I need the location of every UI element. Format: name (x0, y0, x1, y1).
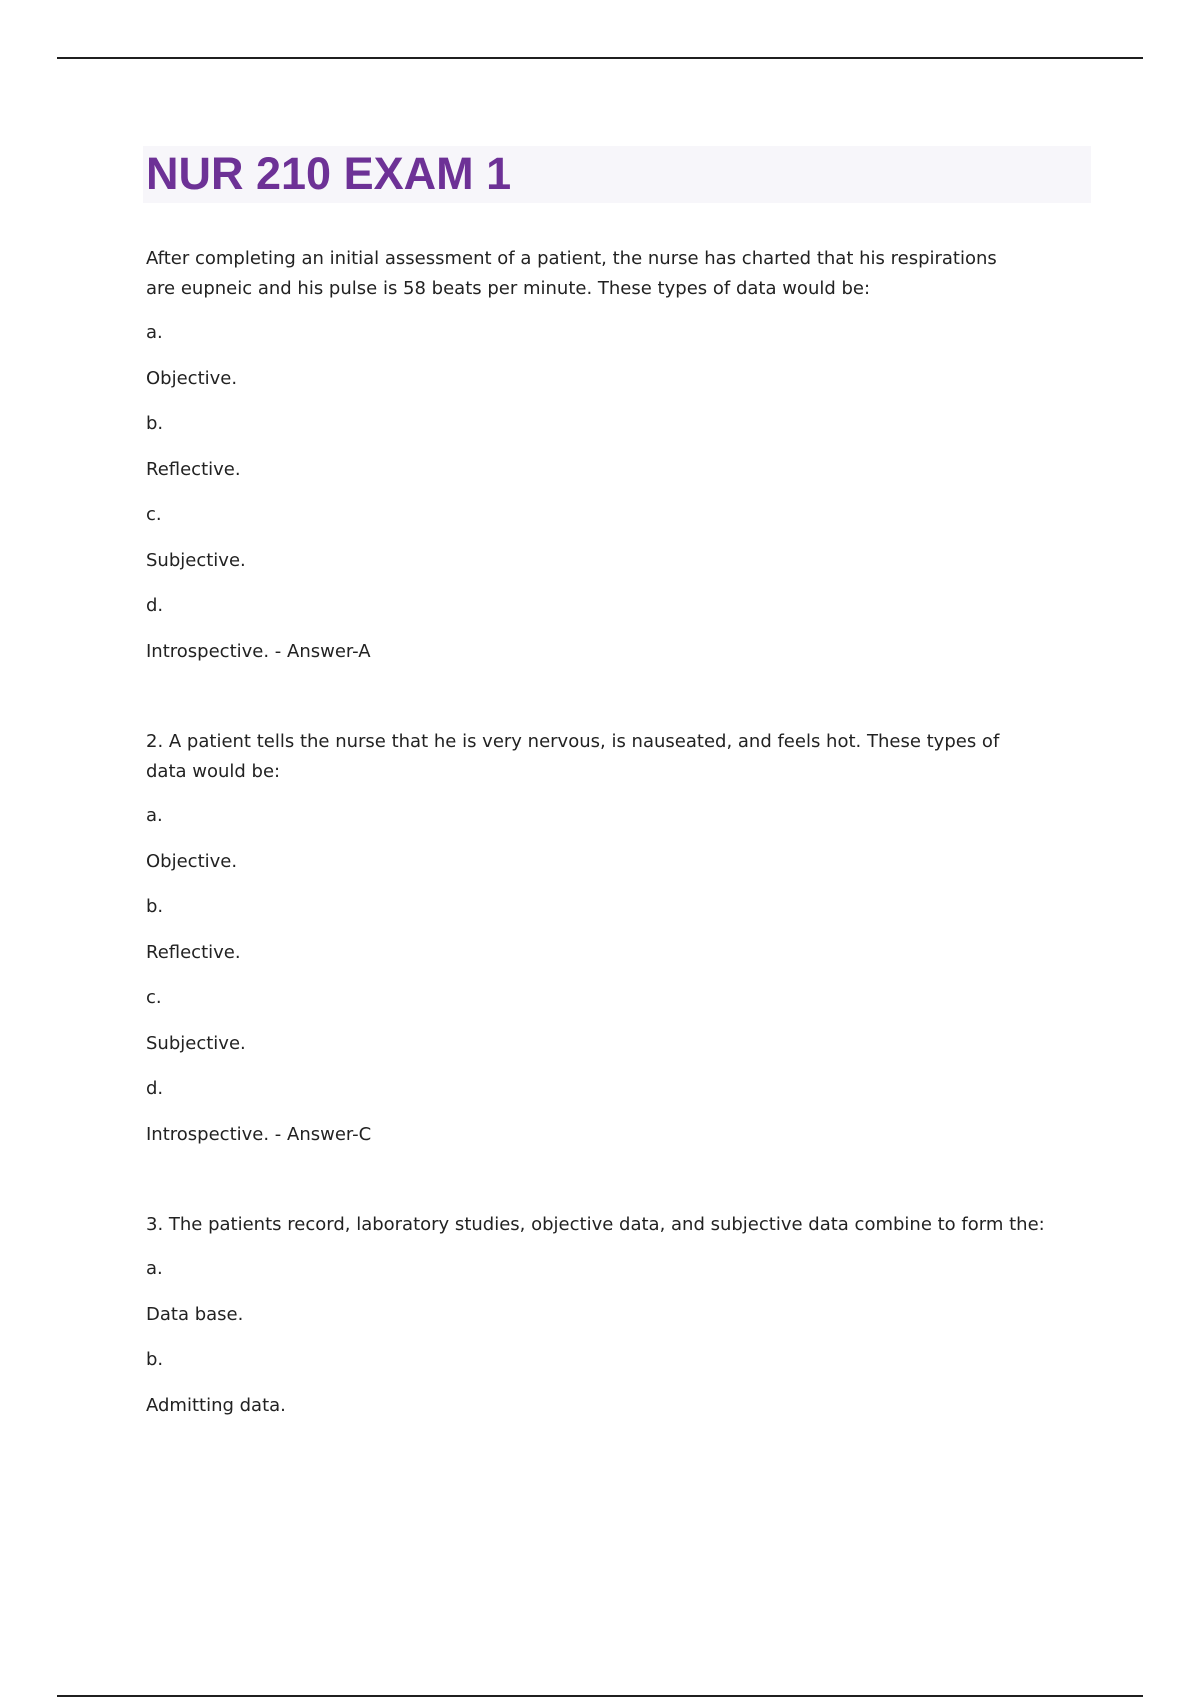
option-text: Reflective. (146, 458, 241, 480)
option-text: Subjective. (146, 1032, 246, 1054)
option-letter: b. (146, 1349, 164, 1370)
option-letter: c. (146, 504, 162, 525)
question-stem: After completing an initial assessment of a patient, the nurse has charted that his respirations are eupneic and his pulse is 58 beats per minute. These types of data would be: (146, 248, 997, 299)
option-letter: d. (146, 1078, 164, 1099)
option-text: Objective. (146, 850, 238, 872)
option-letter: a. (146, 322, 163, 343)
question-spacer (146, 682, 1046, 727)
document-body (146, 244, 1046, 1436)
option-text: Admitting data. (146, 1394, 286, 1416)
option-letter: a. (146, 805, 163, 826)
document-title: NUR 210 EXAM 1 (146, 148, 512, 199)
top-rule (57, 57, 1143, 59)
bottom-rule (57, 1695, 1143, 1697)
question-stem: 2. A patient tells the nurse that he is very nervous, is nauseated, and feels hot. These types of data would be: (146, 731, 1000, 782)
option-letter: b. (146, 413, 164, 434)
option-text-with-answer: Introspective. - Answer-C (146, 1123, 372, 1145)
option-letter: d. (146, 595, 164, 616)
question-spacer (146, 1165, 1046, 1210)
option-text: Reflective. (146, 941, 241, 963)
option-letter: c. (146, 987, 162, 1008)
question-stem: 3. The patients record, laboratory studies, objective data, and subjective data combine to form the: (146, 1214, 1045, 1235)
option-text: Objective. (146, 367, 238, 389)
option-text: Subjective. (146, 549, 246, 571)
option-letter: a. (146, 1258, 163, 1279)
question-3 (146, 1210, 1046, 1436)
option-letter: b. (146, 896, 164, 917)
question-1 (146, 244, 1046, 682)
option-text-with-answer: Introspective. - Answer-A (146, 640, 371, 662)
option-text: Data base. (146, 1303, 244, 1325)
question-2 (146, 727, 1046, 1165)
